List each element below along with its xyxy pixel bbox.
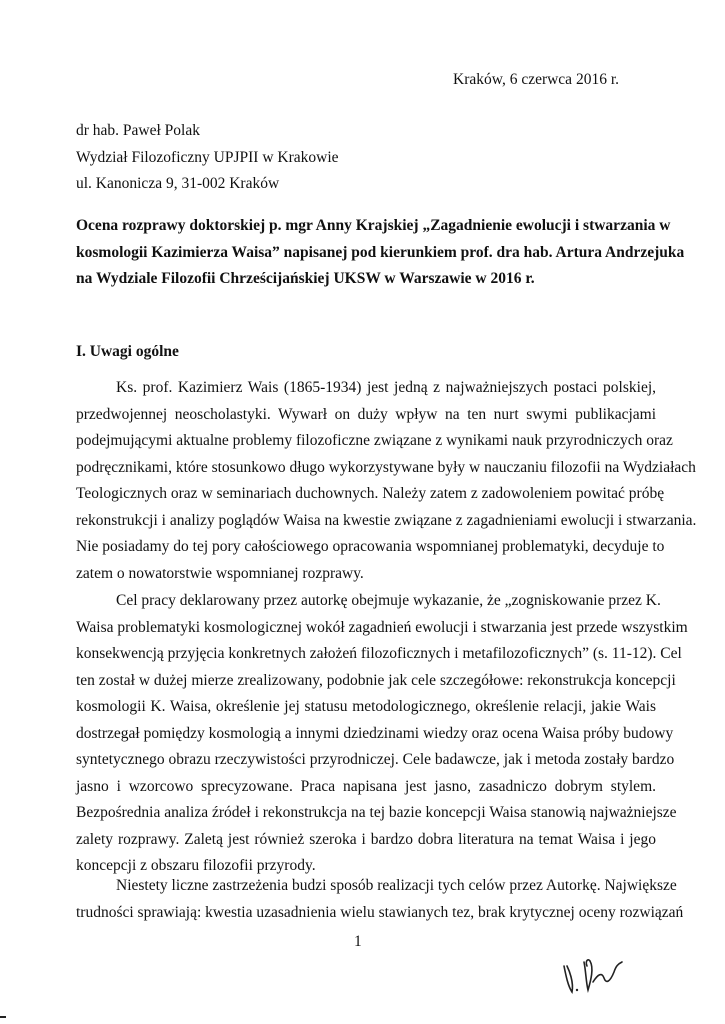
text-line: podejmującymi aktualne problemy filozoficzne związane z wynikami nauk przyrodniczych oraz — [76, 432, 673, 449]
text-line: koncepcji z obszaru filozofii przyrody. — [76, 857, 316, 874]
recipient-address: ul. Kanonicza 9, 31-002 Kraków — [76, 175, 280, 192]
text-line: ten został w dużej mierze zrealizowany, podobnie jak cele szczegółowe: rekonstrukcja koncepcji — [76, 671, 676, 689]
title-line: kosmologii Kazimierza Waisa” napisanej pod kierunkiem prof. dra hab. Artura Andrzejuka — [76, 243, 685, 261]
text-line: Bezpośrednia analiza źródeł i rekonstrukcja na tej bazie koncepcji Waisa stanowią najważniejsze — [76, 804, 677, 821]
text-line: podręcznikami, które stosunkowo długo wykorzystywane były w nauczaniu filozofii na Wydziałach — [76, 458, 696, 476]
title-line: Ocena rozprawy doktorskiej p. mgr Anny Krajskiej „Zagadnienie ewolucji i stwarzania w — [76, 217, 671, 234]
paragraph-2 — [76, 588, 688, 880]
text-line: kosmologii K. Waisa, określenie jej statusu metodologicznego, określenie relacji, jakie Wais — [76, 698, 656, 715]
recipient-block — [76, 118, 339, 198]
text-line: zatem o nowatorstwie wspomnianej rozprawy. — [76, 564, 364, 582]
text-line: przedwojennej neoscholastyki. Wywarł on duży wpływ na ten nurt swymi publikacjami — [76, 405, 656, 423]
recipient-department: Wydział Filozoficzny UPJPII w Krakowie — [76, 148, 339, 166]
text-line: Ks. prof. Kazimierz Wais (1865-1934) jest jedną z najważniejszych postaci polskiej, — [116, 379, 656, 396]
paragraph-3 — [76, 873, 684, 926]
recipient-name: dr hab. Paweł Polak — [76, 122, 200, 139]
text-line: dostrzegał pomiędzy kosmologią a innymi dziedzinami wiedzy oraz ocena Waisa próby budowy — [76, 724, 674, 742]
text-line: Niestety liczne zastrzeżenia budzi sposób realizacji tych celów przez Autorkę. Największe — [116, 877, 677, 894]
text-line: Cel pracy deklarowany przez autorkę obejmuje wykazanie, że „zogniskowanie przez K. — [116, 592, 661, 609]
paragraph-1 — [76, 375, 697, 587]
text-line: syntetycznego obrazu rzeczywistości przyrodniczej. Cele badawcze, jak i metoda zostały bardzo — [76, 751, 675, 768]
review-title — [76, 213, 685, 293]
scan-mark — [0, 1016, 6, 1018]
text-line: konsekwencją przyjęcia konkretnych założeń filozoficznych i metafilozoficznych” (s. 11-12). Cel — [76, 645, 682, 662]
section-heading: I. Uwagi ogólne — [76, 343, 179, 360]
title-line: na Wydziale Filozofii Chrześcijańskiej UKSW w Warszawie w 2016 r. — [76, 270, 535, 287]
page-number: 1 — [354, 933, 362, 950]
text-line: zalety rozprawy. Zaletą jest również szeroka i bardzo dobra literatura na temat Waisa i jego — [76, 830, 656, 848]
text-line: Teologicznych oraz w seminariach duchownych. Należy zatem z zadowoleniem powitać próbę — [76, 485, 665, 502]
handwritten-initials-signature — [560, 952, 630, 997]
text-line: rekonstrukcji i analizy poglądów Waisa na kwestie związane z zagadnieniami ewolucji i stwarzania. — [76, 511, 697, 529]
text-line: Waisa problematyki kosmologicznej wokół zagadnień ewolucji i stwarzania jest przede wszystkim — [76, 618, 688, 636]
text-line: Nie posiadamy do tej pory całościowego opracowania wspomnianej problematyki, decyduje to — [76, 538, 665, 555]
place-date: Kraków, 6 czerwca 2016 r. — [453, 71, 619, 88]
text-line: jasno i wzorcowo sprecyzowane. Praca napisana jest jasno, zasadniczo dobrym stylem. — [76, 777, 656, 795]
text-line: trudności sprawiają: kwestia uzasadnienia wielu stawianych tez, brak krytycznej oceny rozwiązań — [76, 903, 684, 921]
